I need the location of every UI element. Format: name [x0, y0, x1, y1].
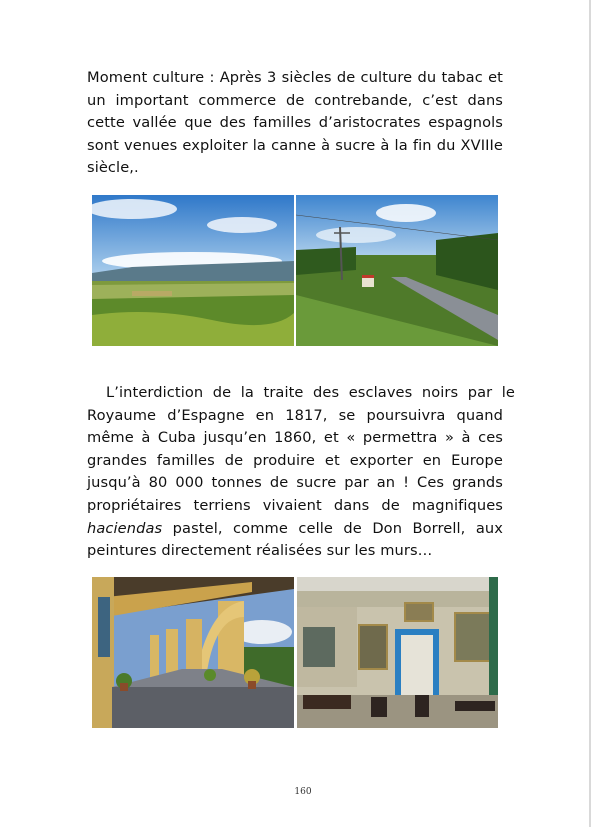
text-line: Moment culture : Après 3 siècles de culture du tabac et	[87, 69, 503, 86]
italic-word-haciendas: haciendas	[87, 519, 163, 537]
text-line-rest: pastel, comme celle de Don Borrell, aux	[162, 519, 503, 537]
text-line: L’interdiction de la traite des esclaves noirs par le	[87, 384, 515, 401]
text-line: jusqu’à 80 000 tonnes de sucre par an ! Ces grands	[87, 474, 503, 492]
text-line: cette vallée que des familles d’aristocrates espagnols	[87, 114, 503, 132]
text-line	[87, 518, 503, 541]
paragraph-moment-culture	[87, 67, 503, 180]
text-line: peintures directement réalisées sur les murs…	[87, 542, 433, 560]
text-line: Royaume d’Espagne en 1817, se poursuivra quand	[87, 406, 503, 424]
text-line: sont venues exploiter la canne à sucre à la fin du XVIIIe	[87, 136, 503, 154]
photo-hacienda-arcade	[92, 577, 294, 728]
photo-road	[296, 195, 498, 346]
text-line: siècle,.	[87, 159, 139, 177]
text-line: grandes familles de produire et exporter en Europe	[87, 451, 503, 469]
photo-valley-landscape	[92, 195, 294, 346]
text-line: même à Cuba jusqu’en 1860, et « permettra » à ces	[87, 429, 503, 447]
photo-painted-interior	[297, 577, 498, 728]
page-number: 160	[294, 787, 312, 797]
text-line: propriétaires terriens vivaient dans de magnifiques	[87, 496, 503, 514]
text-line: un important commerce de contrebande, c’est dans	[87, 91, 503, 109]
paragraph-slavery-history	[87, 382, 515, 563]
